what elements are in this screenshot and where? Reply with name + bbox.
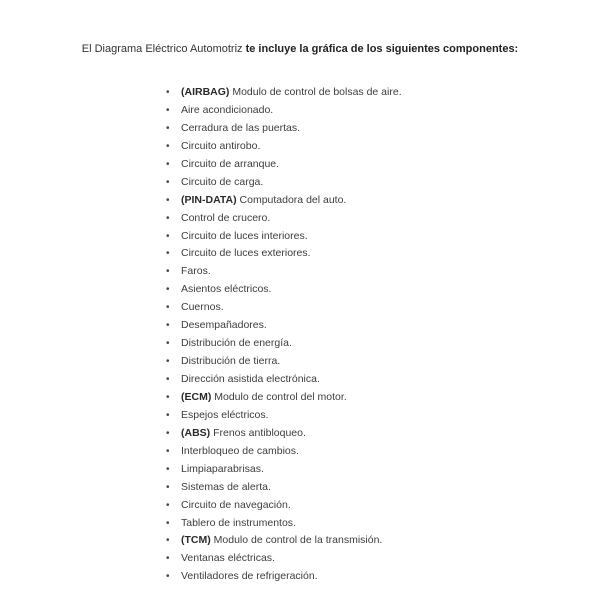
list-item [165, 156, 402, 174]
list-item [165, 84, 402, 102]
list-item [165, 228, 402, 246]
intro-bold-text: te incluye la gráfica de los siguientes componentes: [245, 43, 519, 55]
bullet-icon: • [166, 266, 170, 278]
list-item-text: Frenos antibloqueo. [210, 426, 306, 439]
list-item [165, 263, 402, 281]
bullet-icon: • [166, 122, 170, 134]
list-item-text: Computadora del auto. [236, 193, 347, 206]
list-item-text: Interbloqueo de cambios. [181, 444, 299, 457]
list-item-text: Circuito de carga. [181, 175, 264, 188]
bullet-icon: • [166, 140, 170, 152]
list-item [165, 317, 402, 335]
bullet-icon: • [166, 158, 170, 170]
bullet-icon: • [166, 553, 170, 565]
list-item-text: Modulo de control del motor. [211, 390, 347, 403]
list-item-text: Circuito antirobo. [181, 139, 261, 152]
bullet-icon: • [166, 517, 170, 529]
bullet-icon: • [166, 445, 170, 457]
bullet-icon: • [166, 248, 170, 260]
list-item [165, 443, 402, 461]
list-item [165, 425, 402, 443]
list-item [165, 102, 402, 120]
list-item-text: Espejos eléctricos. [181, 408, 269, 421]
intro-paragraph [80, 41, 520, 57]
list-item-text: Circuito de arranque. [181, 157, 280, 170]
bullet-icon: • [166, 499, 170, 511]
bullet-icon: • [166, 427, 170, 439]
list-item [165, 532, 402, 550]
list-item [165, 335, 402, 353]
list-item [165, 174, 402, 192]
list-item-abbreviation: (TCM) [181, 534, 211, 547]
intro-lead-text: El Diagrama Eléctrico Automotriz [81, 43, 246, 55]
bullet-icon: • [166, 391, 170, 403]
list-item-text: Circuito de luces interiores. [181, 229, 308, 242]
list-item-text: Modulo de control de bolsas de aire. [229, 86, 402, 98]
bullet-icon: • [166, 230, 170, 242]
list-item [165, 281, 402, 299]
list-item-text: Aire acondicionado. [181, 103, 274, 116]
bullet-icon: • [166, 409, 170, 421]
bullet-icon: • [166, 338, 170, 350]
list-item [165, 497, 402, 515]
list-item-abbreviation: (ECM) [181, 390, 212, 403]
bullet-icon: • [166, 481, 170, 493]
list-item-text: Circuito de luces exteriores. [181, 247, 311, 260]
list-item-text: Asientos eléctricos. [181, 283, 272, 296]
component-list [165, 84, 402, 586]
list-item [165, 192, 402, 210]
list-item-text: Limpiaparabrisas. [181, 462, 264, 475]
list-item-abbreviation: (ABS) [181, 426, 211, 439]
list-item-text: Control de crucero. [181, 211, 271, 224]
bullet-icon: • [166, 356, 170, 368]
list-item [165, 479, 402, 497]
bullet-icon: • [166, 176, 170, 188]
bullet-icon: • [166, 320, 170, 332]
list-item [165, 550, 402, 568]
list-item-text: Dirección asistida electrónica. [181, 373, 320, 385]
list-item [165, 138, 402, 156]
list-item-text: Modulo de control de la transmisión. [210, 534, 383, 547]
bullet-icon: • [166, 212, 170, 224]
list-item-text: Cerradura de las puertas. [181, 121, 301, 134]
bullet-icon: • [166, 571, 170, 583]
list-item [165, 515, 402, 533]
list-item-text: Cuernos. [181, 301, 224, 314]
list-item [165, 371, 402, 389]
bullet-icon: • [166, 463, 170, 475]
list-item-abbreviation: (PIN-DATA) [181, 193, 237, 206]
bullet-icon: • [166, 302, 170, 314]
list-item-text: Desempañadores. [181, 319, 267, 332]
list-item-text: Sistemas de alerta. [181, 480, 271, 493]
list-item [165, 245, 402, 263]
bullet-icon: • [166, 374, 170, 385]
list-item [165, 299, 402, 317]
bullet-icon: • [166, 104, 170, 116]
bullet-icon: • [166, 87, 170, 98]
list-item [165, 353, 402, 371]
bullet-icon: • [166, 535, 170, 547]
list-item [165, 568, 402, 586]
list-item [165, 389, 402, 407]
list-item [165, 407, 402, 425]
list-item [165, 210, 402, 228]
list-item [165, 461, 402, 479]
list-item-abbreviation: (AIRBAG) [181, 86, 230, 98]
bullet-icon: • [166, 194, 170, 206]
bullet-icon: • [166, 284, 170, 296]
list-item-text: Tablero de instrumentos. [181, 516, 296, 529]
list-item-text: Distribución de tierra. [181, 355, 281, 368]
list-item-text: Circuito de navegación. [181, 498, 291, 511]
list-item-text: Distribución de energía. [181, 337, 292, 350]
list-item-text: Faros. [181, 265, 211, 278]
list-item [165, 120, 402, 138]
list-item-text: Ventanas eléctricas. [181, 552, 275, 565]
list-item-text: Ventiladores de refrigeración. [181, 570, 318, 583]
